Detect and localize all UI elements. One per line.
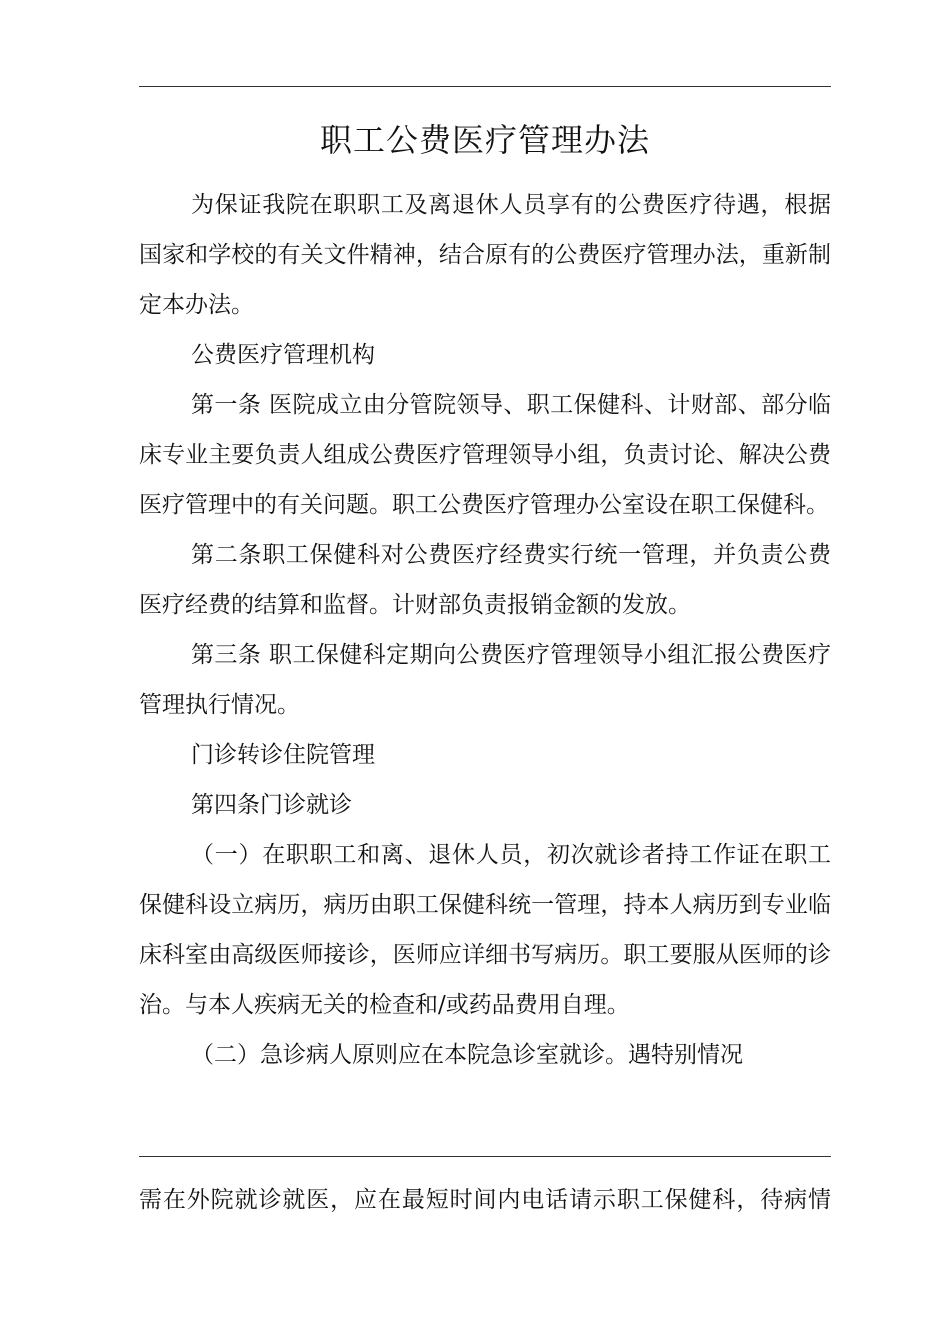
article-4: 第四条门诊就诊 (191, 792, 352, 818)
article-4-item-1: （一）在职职工和离、退休人员，初次就诊者持工作证在职工保健科设立病历，病历由职工保健科统一管理，持本人病历到专业临床科室由高级医师接诊，医师应详细书写病历。职工要服从医师的诊治。与本人疾病无关的检查和/或药品费用自理。 (139, 842, 831, 1018)
next-page-text (139, 1175, 831, 1225)
page-break-rule (139, 1156, 831, 1157)
section-heading-management: 公费医疗管理机构 (191, 342, 375, 368)
article-2: 第二条职工保健科对公费医疗经费实行统一管理，并负责公费医疗经费的结算和监督。计财部负责报销金额的发放。 (139, 542, 831, 618)
article-1: 第一条 医院成立由分管院领导、职工保健科、计财部、部分临床专业主要负责人组成公费医疗管理领导小组，负责讨论、解决公费医疗管理中的有关问题。职工公费医疗管理办公室设在职工保健科。 (139, 392, 831, 518)
article-4-item-2: （二）急诊病人原则应在本院急诊室就诊。遇特别情况 (191, 1042, 743, 1068)
body-text (139, 180, 831, 1080)
next-page-line: 需在外院就诊就医，应在最短时间内电话请示职工保健科，待病情 (139, 1187, 831, 1213)
top-rule (139, 86, 831, 87)
document-title: 职工公费医疗管理办法 (319, 121, 650, 159)
article-3: 第三条 职工保健科定期向公费医疗管理领导小组汇报公费医疗管理执行情况。 (139, 642, 831, 718)
section-heading-outpatient: 门诊转诊住院管理 (191, 742, 375, 768)
paragraph-intro: 为保证我院在职职工及离退休人员享有的公费医疗待遇，根据国家和学校的有关文件精神，结合原有的公费医疗管理办法，重新制定本办法。 (139, 192, 831, 318)
